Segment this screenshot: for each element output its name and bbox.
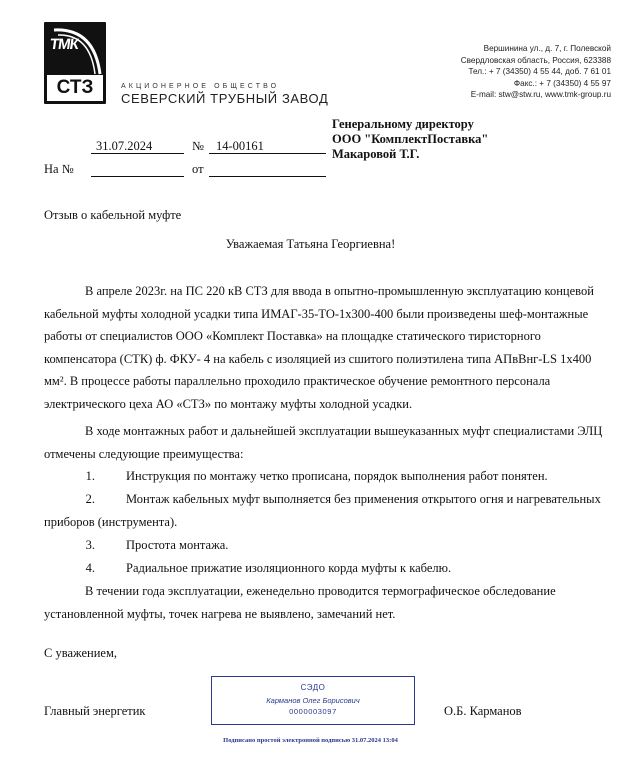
list-item-number: 1. [85, 469, 95, 483]
body-paragraph-3: В течении года эксплуатации, еженедельно проводится термографическое обследование установленной муфты, точек нагрева не выявлено, замечаний нет. [44, 584, 556, 621]
stamp-id: 0000003097 [289, 707, 337, 716]
letter-subject: Отзыв о кабельной муфте [44, 208, 182, 222]
contact-email: E-mail: stw@stw.ru, www.tmk-group.ru [470, 90, 611, 100]
list-item-number: 2. [85, 492, 95, 506]
logo-tmk-text: ТМК [48, 36, 80, 53]
signed-note: Подписано простой электронной подписью 31.07.2024 13:04 [223, 737, 398, 744]
contact-region: Свердловская область, Россия, 623388 [460, 55, 611, 65]
ref-label: На № [44, 162, 74, 176]
contact-address: Вершинина ул., д. 7, г. Полевской [483, 44, 611, 53]
ref-underline [91, 176, 184, 177]
addressee [332, 117, 488, 162]
logo-stz-text: СТЗ [56, 77, 94, 98]
contact-phone: Тел.: + 7 (34350) 4 55 44, доб. 7 61 01 [468, 67, 611, 77]
list-item-text: Радиальное прижатие изоляционного корда муфты к кабелю. [126, 561, 452, 575]
company-type: АКЦИОНЕРНОЕ ОБЩЕСТВО [121, 83, 280, 90]
letter-date: 31.07.2024 [96, 139, 153, 153]
stamp-signer: Карманов Олег Борисович [266, 696, 360, 705]
signer-position: Главный энергетик [44, 704, 146, 718]
addressee-name: Макаровой Т.Г. [332, 147, 420, 161]
from-underline [209, 176, 326, 177]
stamp-title: СЭДО [300, 683, 326, 692]
company-logo [44, 22, 106, 104]
letter-number: 14-00161 [216, 139, 264, 153]
list-item [44, 557, 609, 580]
list-item [44, 465, 609, 488]
closing: С уважением, [44, 646, 117, 660]
list-item-text: Монтаж кабельных муфт выполняется без применения открытого огня и нагревательных приборов (инструмента). [44, 492, 601, 529]
signer-name: О.Б. Карманов [444, 704, 522, 718]
addressee-company: ООО "КомплектПоставка" [332, 132, 489, 146]
list-item-number: 4. [85, 561, 95, 575]
addressee-position: Генеральному директору [332, 117, 474, 131]
company-name: СЕВЕРСКИЙ ТРУБНЫЙ ЗАВОД [121, 91, 329, 106]
body-paragraph-2: В ходе монтажных работ и дальнейшей эксплуатации вышеуказанных муфт специалистами ЭЛЦ отмечены следующие преимущества: [44, 424, 603, 461]
company-contacts [391, 43, 611, 101]
contact-fax: Факс.: + 7 (34350) 4 55 97 [513, 78, 611, 88]
list-item-text: Инструкция по монтажу четко прописана, порядок выполнения работ понятен. [126, 469, 548, 483]
list-item-number: 3. [85, 538, 95, 552]
number-underline [209, 153, 326, 154]
from-label: от [192, 162, 204, 176]
list-item [44, 488, 609, 533]
date-underline [91, 153, 184, 154]
electronic-signature-stamp [211, 676, 415, 725]
list-item [44, 534, 609, 557]
body-paragraph-1: В апреле 2023г. на ПС 220 кВ СТЗ для ввода в опытно-промышленную эксплуатацию концевой кабельной муфты холодной усадки типа ИМАГ-35-ТО-1х300-400 были произведены шеф-монтажные работы от специалистов ООО «Комплект Поставка» на площадке статического тиристорного компенсатора (СТК) ф. ФКУ- 4 на кабель с изоляцией из сшитого полиэтилена типа АПвВнг-LS 1х400 мм². В процессе работы параллельно проходило практическое обучение ремонтного персонала электрического цеха АО «СТЗ» по монтажу муфты холодной усадки. [44, 284, 594, 411]
number-label: № [192, 139, 204, 153]
letter-greeting: Уважаемая Татьяна Георгиевна! [225, 237, 396, 251]
list-item-text: Простота монтажа. [126, 538, 229, 552]
